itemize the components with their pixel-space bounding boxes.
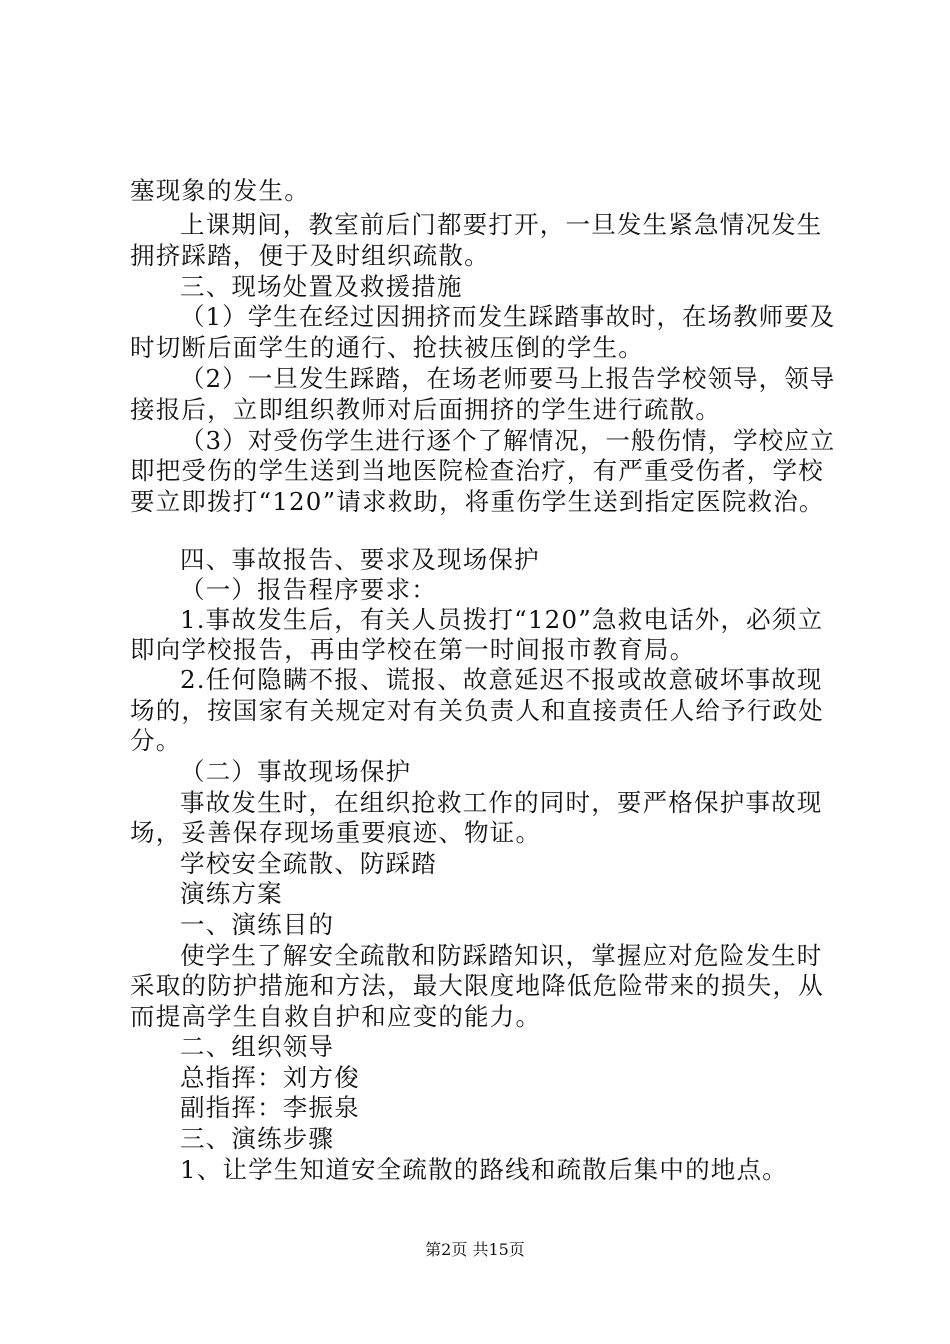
text-line: 2.任何隐瞒不报、谎报、故意延迟不报或故意破坏事故现 (180, 665, 823, 694)
text-line: 副指挥：李振泉 (180, 1093, 360, 1122)
text-line: 时切断后面学生的通行、抢扶被压倒的学生。 (130, 333, 644, 362)
text-line: 使学生了解安全疏散和防踩踏知识，掌握应对危险发生时 (180, 941, 823, 970)
section-heading: 一、演练目的 (180, 910, 335, 939)
subsection-heading: （二）事故现场保护 (180, 757, 412, 786)
section-heading: 四、事故报告、要求及现场保护 (180, 545, 540, 574)
text-line: 即把受伤的学生送到当地医院检查治疗，有严重受伤者，学校 (130, 456, 824, 485)
text-line: 要立即拨打“120”请求救助，将重伤学生送到指定医院救治。 (130, 487, 825, 516)
section-heading: 三、演练步骤 (180, 1124, 335, 1153)
section-heading: 二、组织领导 (180, 1032, 335, 1061)
text-line: 事故发生时，在组织抢救工作的同时，要严格保护事故现 (180, 788, 823, 817)
text-line: 塞现象的发生。 (130, 176, 310, 205)
subsection-heading: （一）报告程序要求： (180, 575, 437, 604)
text-line: 而提高学生自救自护和应变的能力。 (130, 1002, 542, 1031)
text-line: 拥挤踩踏，便于及时组织疏散。 (130, 241, 490, 270)
text-line: 1.事故发生后，有关人员拨打“120”急救电话外，必须立 (180, 605, 824, 634)
text-line: （3）对受伤学生进行逐个了解情况，一般伤情，学校应立 (180, 426, 836, 455)
text-line: （1）学生在经过因拥挤而发生踩踏事故时，在场教师要及 (180, 302, 836, 331)
text-line: 总指挥：刘方俊 (180, 1063, 360, 1092)
text-line: 场，妥善保存现场重要痕迹、物证。 (130, 818, 542, 847)
text-line: 接报后，立即组织教师对后面拥挤的学生进行疏散。 (130, 395, 722, 424)
text-line: 分。 (130, 726, 182, 755)
text-line: 上课期间，教室前后门都要打开，一旦发生紧急情况发生 (180, 210, 823, 239)
page-number-footer: 第2页 共15页 (425, 1240, 525, 1259)
document-title: 学校安全疏散、防踩踏 (180, 849, 437, 878)
text-line: 场的，按国家有关规定对有关负责人和直接责任人给予行政处 (130, 696, 824, 725)
text-line: 采取的防护措施和方法，最大限度地降低危险带来的损失，从 (130, 971, 824, 1000)
text-line: 即向学校报告，再由学校在第一时间报市教育局。 (130, 635, 696, 664)
text-line: 1、让学生知道安全疏散的路线和疏散后集中的地点。 (180, 1155, 788, 1184)
section-heading: 三、现场处置及救援措施 (180, 272, 463, 301)
text-line: （2）一旦发生踩踏，在场老师要马上报告学校领导，领导 (180, 364, 836, 393)
document-title: 演练方案 (180, 879, 283, 908)
